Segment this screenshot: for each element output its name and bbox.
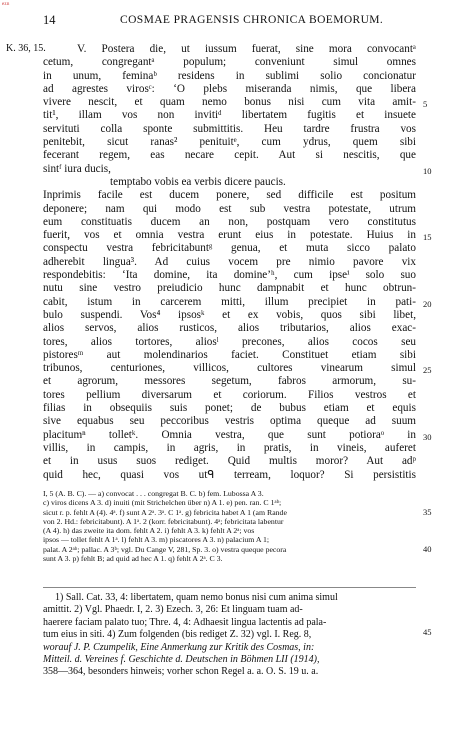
text-line: cetum, congregantᵃ populum; conveniunt simul omnes: [43, 56, 416, 69]
text-line: respondebitis: ‘Ita domine, ita domine’ʰ, cum ipseⁱ solo suo: [43, 269, 416, 282]
apparatus-line: (A 4). h) das zweite ita dom. fehlt A 2. i) fehlt A 3. k) fehlt A 2ᵃ; vos: [43, 526, 255, 536]
text-line: tribunos, centuriones, villicos, cultores vinearum simul: [43, 362, 416, 375]
corner-label: ezn: [2, 2, 10, 7]
text-line: villis, in campis, in agris, in pratis, in vineis, auferet: [43, 441, 416, 454]
line-number: 5: [423, 99, 428, 109]
line-number: 30: [423, 432, 432, 442]
text-line: pistoresᵐ aut molendinarios faciet. Constituet etiam sibi: [43, 348, 416, 361]
apparatus-line: sunt A 3. p) fehlt B; ad quid ad hec A 1. q) fehlt A 2ᵃ. C 3.: [43, 554, 223, 564]
footnote-line: tum eius in siti. 4) Zum folgenden (bis rediget Z. 32) vgl. I. Reg. 8,: [43, 629, 312, 641]
running-title: COSMAE PRAGENSIS CHRONICA BOEMORUM.: [120, 14, 384, 26]
apparatus-line: palat. A 2ᵃᵇ; pallac. A 3ᵇ; vgl. Du Cange V, 281, Sp. 3. o) vestra queque pecora: [43, 544, 287, 554]
footnote-line: Mitteil. d. Vereines f. Geschichte d. Deutschen in Böhmen LII (1914),: [43, 653, 320, 665]
text-line: et in usus suos rediget. Quid multis moror? Aut adᵖ: [43, 455, 416, 468]
text-line: deponere; nam qui modo est sub vestra potestate, utrum: [43, 202, 416, 215]
footnote-line: worauf J. P. Czumpelik, Eine Anmerkung zur Kritik des Cosmas, in:: [43, 641, 315, 653]
verse-line: temptabo vobis ea verbis dicere paucis.: [110, 175, 286, 188]
text-line: penitebit, sicut ranas² penituitᵉ, cum ydrus, quem sibi: [43, 136, 416, 149]
line-number: 25: [423, 365, 432, 375]
apparatus-line: ipsos — tollet fehlt A 1ᵃ. l) fehlt A 3. m) piscatores A 3. n) palacium A 1;: [43, 535, 270, 545]
text-line: nutu sine vestro preiudicio hunc dampnabit et hunc obtrun-: [43, 282, 416, 295]
page-header: [0, 13, 450, 29]
text-line: tit¹, illam vos non invitiᵈ libertatem fugitis et insuete: [43, 109, 416, 122]
text-line: in unum, feminaᵇ residens in sublimi solio concionatur: [43, 69, 416, 82]
footnote-line: 1) Sall. Cat. 33, 4: libertatem, quam nemo bonus nisi cum anima simul: [55, 592, 338, 603]
line-number: 15: [423, 232, 432, 242]
text-line: Inprimis facile est ducem ponere, sed difficile est positum: [43, 189, 416, 202]
footnote-line: haerere faciam palato tuo; Thre. 4, 4: Adhaesit lingua lactentis ad pala-: [43, 616, 327, 628]
text-line: placitumⁿ tolletᵏ. Omnia vestra, que sunt potioraᵒ in: [43, 428, 416, 441]
text-line: eum constituatis ducem an non, postquam vero constitutus: [43, 215, 416, 228]
page-number: 14: [43, 13, 56, 27]
footnote-line: 358—364, besonders hinweis; vorher schon Regel a. a. O. S. 19 u. a.: [43, 666, 319, 678]
line-number: 45: [423, 627, 432, 637]
text-line: bulo suspendi. Vos⁴ ipsosᵏ et ex vobis, quos sibi libet,: [43, 308, 416, 321]
text-line: ad agrestes virosᶜ: ‘O plebs miseranda nimis, que libera: [43, 82, 416, 95]
apparatus-line: sicut r. p. fehlt A (4). 4ᵃ. f) sunt A 2ᵃ. 3ᵃ. C 1ᵃ. g) febricita habet A 1 (am Rande: [43, 507, 287, 517]
apparatus-line: von 2. Hd.: febricitabunt). A 1ᵃ. 2 (korr. febricitabunt). 4ᵃ; febricitata labentur: [43, 516, 284, 526]
text-line: V. Postera die, ut iussum fuerat, sine mora convocantᵃ: [77, 43, 416, 55]
main-text: [43, 43, 416, 482]
text-line: fuerit, vos et omnia vestra erunt eius in potestate. Huius in: [43, 229, 416, 242]
text-line: servituti colla sponte submittitis. Heu tardre frustra vos: [43, 122, 416, 135]
footnote-line: amittit. 2) Vgl. Phaedr. I, 2. 3) Ezech. 3, 26: Et linguam tuam ad-: [43, 604, 303, 616]
text-line: vivere nescit, et quam nemo bonus nisi cum vita amit-: [43, 96, 416, 109]
apparatus-line: I, 5 (A. B. C). — a) convocat . . . congregat B. C. b) fem. Lubossa A 3.: [43, 489, 264, 498]
text-line: et agrorum, messores segetum, fabros armorum, su-: [43, 375, 416, 388]
text-line: tores pellium diversarum et coriorum. Filios vestros et: [43, 388, 416, 401]
text-line: conspectu vestra febricitabuntᵍ genua, et muta sicco palato: [43, 242, 416, 255]
text-line: tores, alios tortores, aliosˡ precones, alios cocos seu: [43, 335, 416, 348]
margin-reference: K. 36, 15.: [6, 43, 46, 54]
line-number: 35: [423, 507, 432, 517]
text-line: sintᶠ iura ducis,: [43, 162, 111, 175]
critical-apparatus: [43, 489, 416, 563]
line-number: 20: [423, 299, 432, 309]
text-line: sive equabus seu peccoribus vestris optima queque ad suum: [43, 415, 416, 428]
text-line: cabit, istum in carcerem mitti, illum precipiet in pati-: [43, 295, 416, 308]
apparatus-line: c) viros dicens A 3. d) inuiti (mit Strichelchen über n) A 1. e) pen. ran. C 1ᵃᵇ;: [43, 498, 282, 508]
text-line: quid hec, quasi vos utᑫ terream, loquor? Si persistitis: [43, 468, 416, 481]
footnotes: [43, 587, 416, 679]
text-line: adherebit lingua³. Ad cuius vocem pre nimio pavore vix: [43, 255, 416, 268]
line-number: 40: [423, 544, 432, 554]
text-line: alios servos, alios rusticos, alios tributarios, alios exac-: [43, 322, 416, 335]
text-line: filias in obsequiis suis ponet; de bubus etiam et equis: [43, 402, 416, 415]
line-number: 10: [423, 166, 432, 176]
text-line: fecerant regem, eas necare cepit. Aut si nescitis, que: [43, 149, 416, 162]
